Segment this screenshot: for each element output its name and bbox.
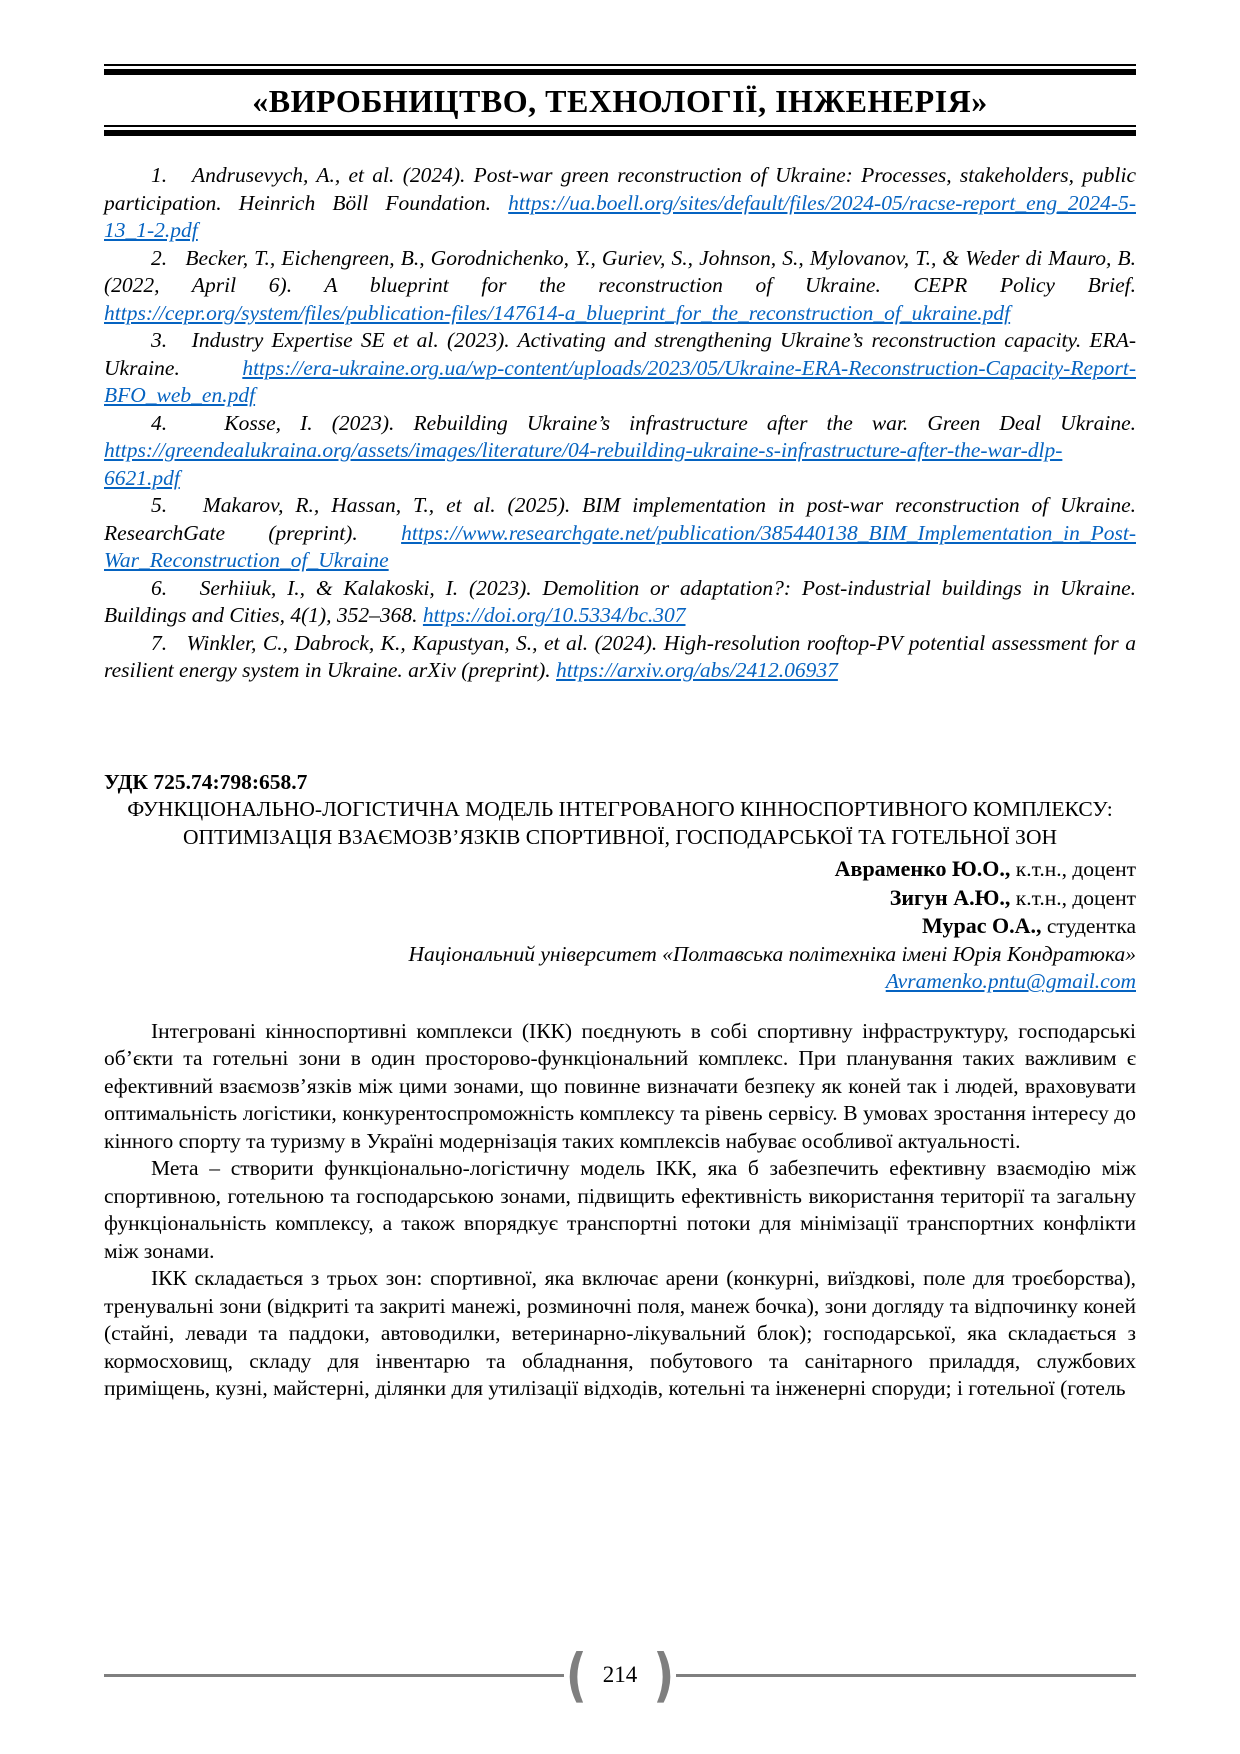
body-paragraph: Мета – створити функціонально-логістичну модель ІКК, яка б забезпечить ефективну взаємодію між спортивною, готельною та господарською зонами, підвищить ефективність використання території та загальну функціональність комплексу, а також впорядкує транспортні потоки для мінімізації транспортних конфлікти між зонами. [104, 1156, 1136, 1263]
page-footer [104, 1641, 1136, 1709]
author-line [104, 884, 1136, 913]
author-name: Авраменко Ю.О., [834, 856, 1011, 882]
reference-item [104, 162, 1136, 245]
left-bracket-icon: ( [565, 1641, 587, 1709]
reference-text: 4. Kosse, I. (2023). Rebuilding Ukraine’s infrastructure after the war. Green Deal Ukraine. [151, 410, 1136, 435]
reference-link[interactable]: https://greendealukraina.org/assets/images/literature/04-rebuilding-ukraine-s-infrastructure-after-the-war-dlp-6621.pdf [104, 438, 1063, 490]
footer-rule-right [676, 1674, 1136, 1677]
email-link[interactable]: Avramenko.pntu@gmail.com [885, 969, 1136, 994]
header-rule-top-thin [104, 64, 1136, 66]
reference-item [104, 575, 1136, 630]
authors-block [104, 855, 1136, 941]
reference-item [104, 410, 1136, 493]
reference-text: 3. Industry Expertise SE et al. (2023). Activating and strengthening Ukraine’s reconstruction capacity. ERA-Ukraine. [104, 328, 1136, 380]
reference-link[interactable]: https://www.researchgate.net/publication/385440138_BIM_Implementation_in_Post-War_Reconstruction_of_Ukraine [104, 520, 1136, 573]
reference-text: 6. Serhiiuk, I., & Kalakoski, I. (2023). Demolition or adaptation?: Post-industrial buildings in Ukraine. Buildings and Cities, 4(1), 352–368. [104, 575, 1136, 628]
reference-link[interactable]: https://arxiv.org/abs/2412.06937 [556, 658, 838, 683]
reference-link[interactable]: https://ua.boell.org/sites/default/files/2024-05/racse-report_eng_2024-5-13_1-2.pdf [104, 190, 1136, 243]
reference-text: 5. Makarov, R., Hassan, T., et al. (2025). BIM implementation in post-war reconstruction of Ukraine. ResearchGate (preprint). [104, 493, 1136, 545]
reference-link[interactable]: https://cepr.org/system/files/publication-files/147614-a_blueprint_for_the_reconstruction_of_ukraine.pdf [104, 300, 1011, 325]
body-paragraph: Інтегровані кінноспортивні комплекси (ІКК) поєднують в собі спортивну інфраструктуру, господарські об’єкти та готельні зони в один просторово-функціональний комплекс. При планування таких важливим є ефективний взаємозв’язків між цими зонами, що повинне визначати безпеку як коней так і людей, враховувати оптимальність логістики, конкурентоспроможність комплексу та рівень сервісу. В умовах зростання інтересу до кінного спорту та туризму в Україні модернізація таких комплексів набуває особливої актуальності. [104, 1018, 1136, 1153]
reference-text: 1. Andrusevych, A., et al. (2024). Post-war green reconstruction of Ukraine: Processes, stakeholders, public participation. Heinrich Böll Foundation. [104, 163, 1136, 215]
author-line [104, 855, 1136, 884]
reference-item [104, 630, 1136, 685]
reference-text: 7. Winkler, C., Dabrock, K., Kapustyan, S., et al. (2024). High-resolution rooftop-PV potential assessment for a resilient energy system in Ukraine. arXiv (preprint). [104, 630, 1136, 683]
body-paragraph: ІКК складається з трьох зон: спортивної, яка включає арени (конкурні, виїздкові, поле для троєборства), тренувальні зони (відкриті та закриті манежі, розминочні поля, манеж бочка), зони догляду та відпочинку коней (стайні, левади та паддоки, автоводилки, ветеринарно-лікувальний блок); господарської, яка складається з кормосховищ, складу для інвентарю та обладнання, побутового та санітарного приладдя, службових приміщень, кузні, майстерні, ділянки для утилізації відходів, котельні та інженерні споруди; і готельної (готель [104, 1266, 1136, 1401]
references-list [104, 162, 1136, 685]
author-name: Мурас О.А., [922, 913, 1042, 939]
right-bracket-icon: ) [653, 1641, 675, 1709]
author-name: Зигун А.Ю., [889, 884, 1011, 910]
page-number: 214 [602, 1662, 638, 1687]
header-rule-bottom-thin [104, 125, 1136, 127]
journal-header-title: «ВИРОБНИЦТВО, ТЕХНОЛОГІЇ, ІНЖЕНЕРІЯ» [252, 83, 988, 119]
author-role: к.т.н., доцент [1010, 885, 1136, 910]
affiliation: Національний університет «Полтавська політехніка імені Юрія Кондратюка» [408, 941, 1136, 966]
udk-code: УДК 725.74:798:658.7 [104, 769, 308, 794]
reference-link[interactable]: https://era-ukraine.org.ua/wp-content/uploads/2023/05/Ukraine-ERA-Reconstruction-Capacity-Report-BFO_web_en.pdf [104, 355, 1136, 408]
article-title: ФУНКЦІОНАЛЬНО-ЛОГІСТИЧНА МОДЕЛЬ ІНТЕГРОВАНОГО КІННОСПОРТИВНОГО КОМПЛЕКСУ: ОПТИМІЗАЦІЯ ВЗАЄМОЗВ’ЯЗКІВ СПОРТИВНОЇ, ГОСПОДАРСЬКОЇ ТА ГОТЕЛЬНОЇ ЗОН [127, 797, 1113, 849]
reference-text: 2. Becker, T., Eichengreen, B., Gorodnichenko, Y., Guriev, S., Johnson, S., Mylovanov, T., & Weder di Mauro, B. (2022, April 6). A blueprint for the reconstruction of Ukraine. CEPR Policy Brief. [104, 245, 1136, 298]
article-head [104, 769, 1136, 996]
footer-rule-left [104, 1674, 564, 1677]
author-role: студентка [1041, 914, 1136, 939]
author-line [104, 912, 1136, 941]
reference-item [104, 245, 1136, 328]
header-rule-bottom-thick [104, 130, 1136, 136]
author-role: к.т.н., доцент [1010, 857, 1136, 882]
journal-header [104, 64, 1136, 136]
reference-item [104, 492, 1136, 575]
reference-link[interactable]: https://doi.org/10.5334/bc.307 [422, 603, 686, 628]
email-line [104, 968, 1136, 996]
article-body [104, 1018, 1136, 1403]
reference-item [104, 327, 1136, 410]
